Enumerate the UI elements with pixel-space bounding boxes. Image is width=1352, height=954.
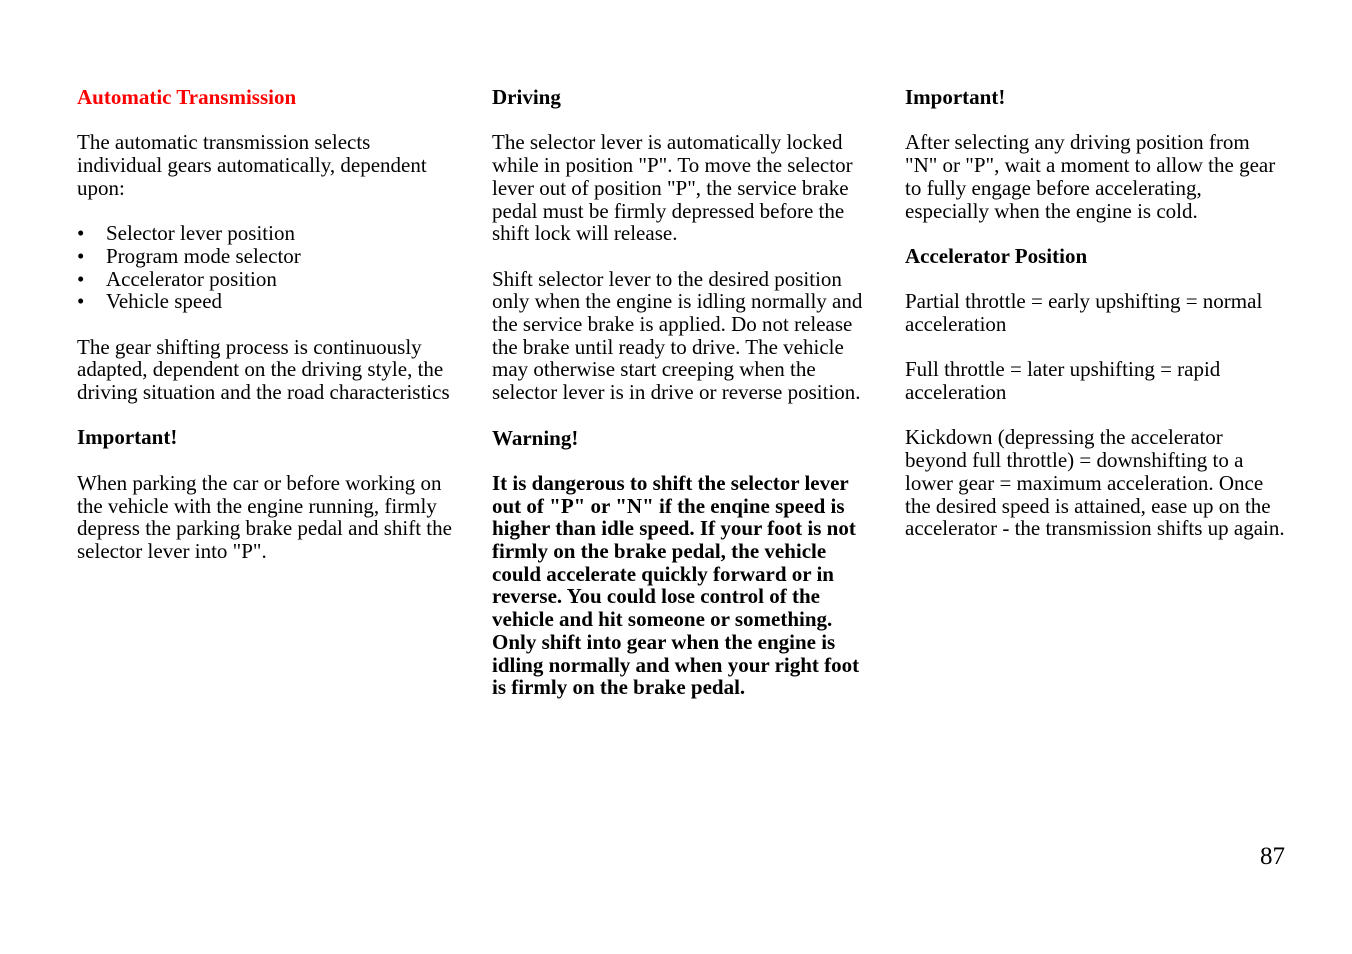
full-throttle-paragraph: Full throttle = later upshifting = rapid acceleration xyxy=(905,357,1221,405)
column-left xyxy=(77,86,457,585)
section-title-accelerator-position: Accelerator Position xyxy=(905,243,1088,268)
section-title-automatic-transmission: Automatic Transmission xyxy=(77,85,297,109)
warning-paragraph: It is dangerous to shift the selector lever out of "P" or "N" if the enqine speed is higher than idle speed. If your foot is not firmly on the brake pedal, the vehicle could accelerate quickly forward or in reverse. You could lose control of the vehicle and hit someone or something. Only shift into gear when the engine is idling normally and when your right foot is firmly on the brake pedal. xyxy=(492,470,860,700)
list-item: • Selector lever position xyxy=(77,221,295,246)
shift-selector-paragraph: Shift selector lever to the desired position only when the engine is idling normally and the service brake is applied. Do not release the brake until ready to drive. The vehicle may otherwise start creeping when the selector lever is in drive or reverse position. xyxy=(492,266,863,405)
page-number: 87 xyxy=(1260,843,1285,870)
list-item: • Vehicle speed xyxy=(77,289,223,314)
kickdown-paragraph: Kickdown (depressing the accelerator beyond full throttle) = downshifting to a lower gear = maximum acceleration. Once the desired speed is attained, ease up on the accelerator - the transmission shifts up again. xyxy=(905,425,1285,541)
partial-throttle-paragraph: Partial throttle = early upshifting = normal acceleration xyxy=(905,289,1263,336)
section-title-driving: Driving xyxy=(492,85,561,109)
important-heading: Important! xyxy=(77,425,178,450)
important-heading: Important! xyxy=(905,85,1006,109)
list-item: • Accelerator position xyxy=(77,266,277,291)
parking-paragraph: When parking the car or before working on the vehicle with the engine running, firmly depress the parking brake pedal and shift the selector lever into "P". xyxy=(77,470,452,563)
dependency-list xyxy=(77,222,457,313)
gear-shifting-paragraph: The gear shifting process is continuously adapted, dependent on the driving style, the driving situation and the road characteristics xyxy=(77,334,450,405)
column-middle xyxy=(492,86,872,722)
driving-position-paragraph: After selecting any driving position from "N" or "P", wait a moment to allow the gear to fully engage before accelerating, especially when the engine is cold. xyxy=(905,130,1276,223)
selector-lock-paragraph: The selector lever is automatically locked while in position "P". To move the selector lever out of position "P", the service brake pedal must be firmly depressed before the shift lock will release. xyxy=(492,130,853,246)
column-right xyxy=(905,86,1285,563)
intro-paragraph: The automatic transmission selects individual gears automatically, dependent upon: xyxy=(77,130,427,200)
bullet-icon: • xyxy=(77,221,85,246)
bullet-icon: • xyxy=(77,289,85,314)
list-item: • Program mode selector xyxy=(77,243,301,268)
bullet-icon: • xyxy=(77,266,85,291)
warning-heading: Warning! xyxy=(492,425,579,450)
bullet-icon: • xyxy=(77,243,85,268)
